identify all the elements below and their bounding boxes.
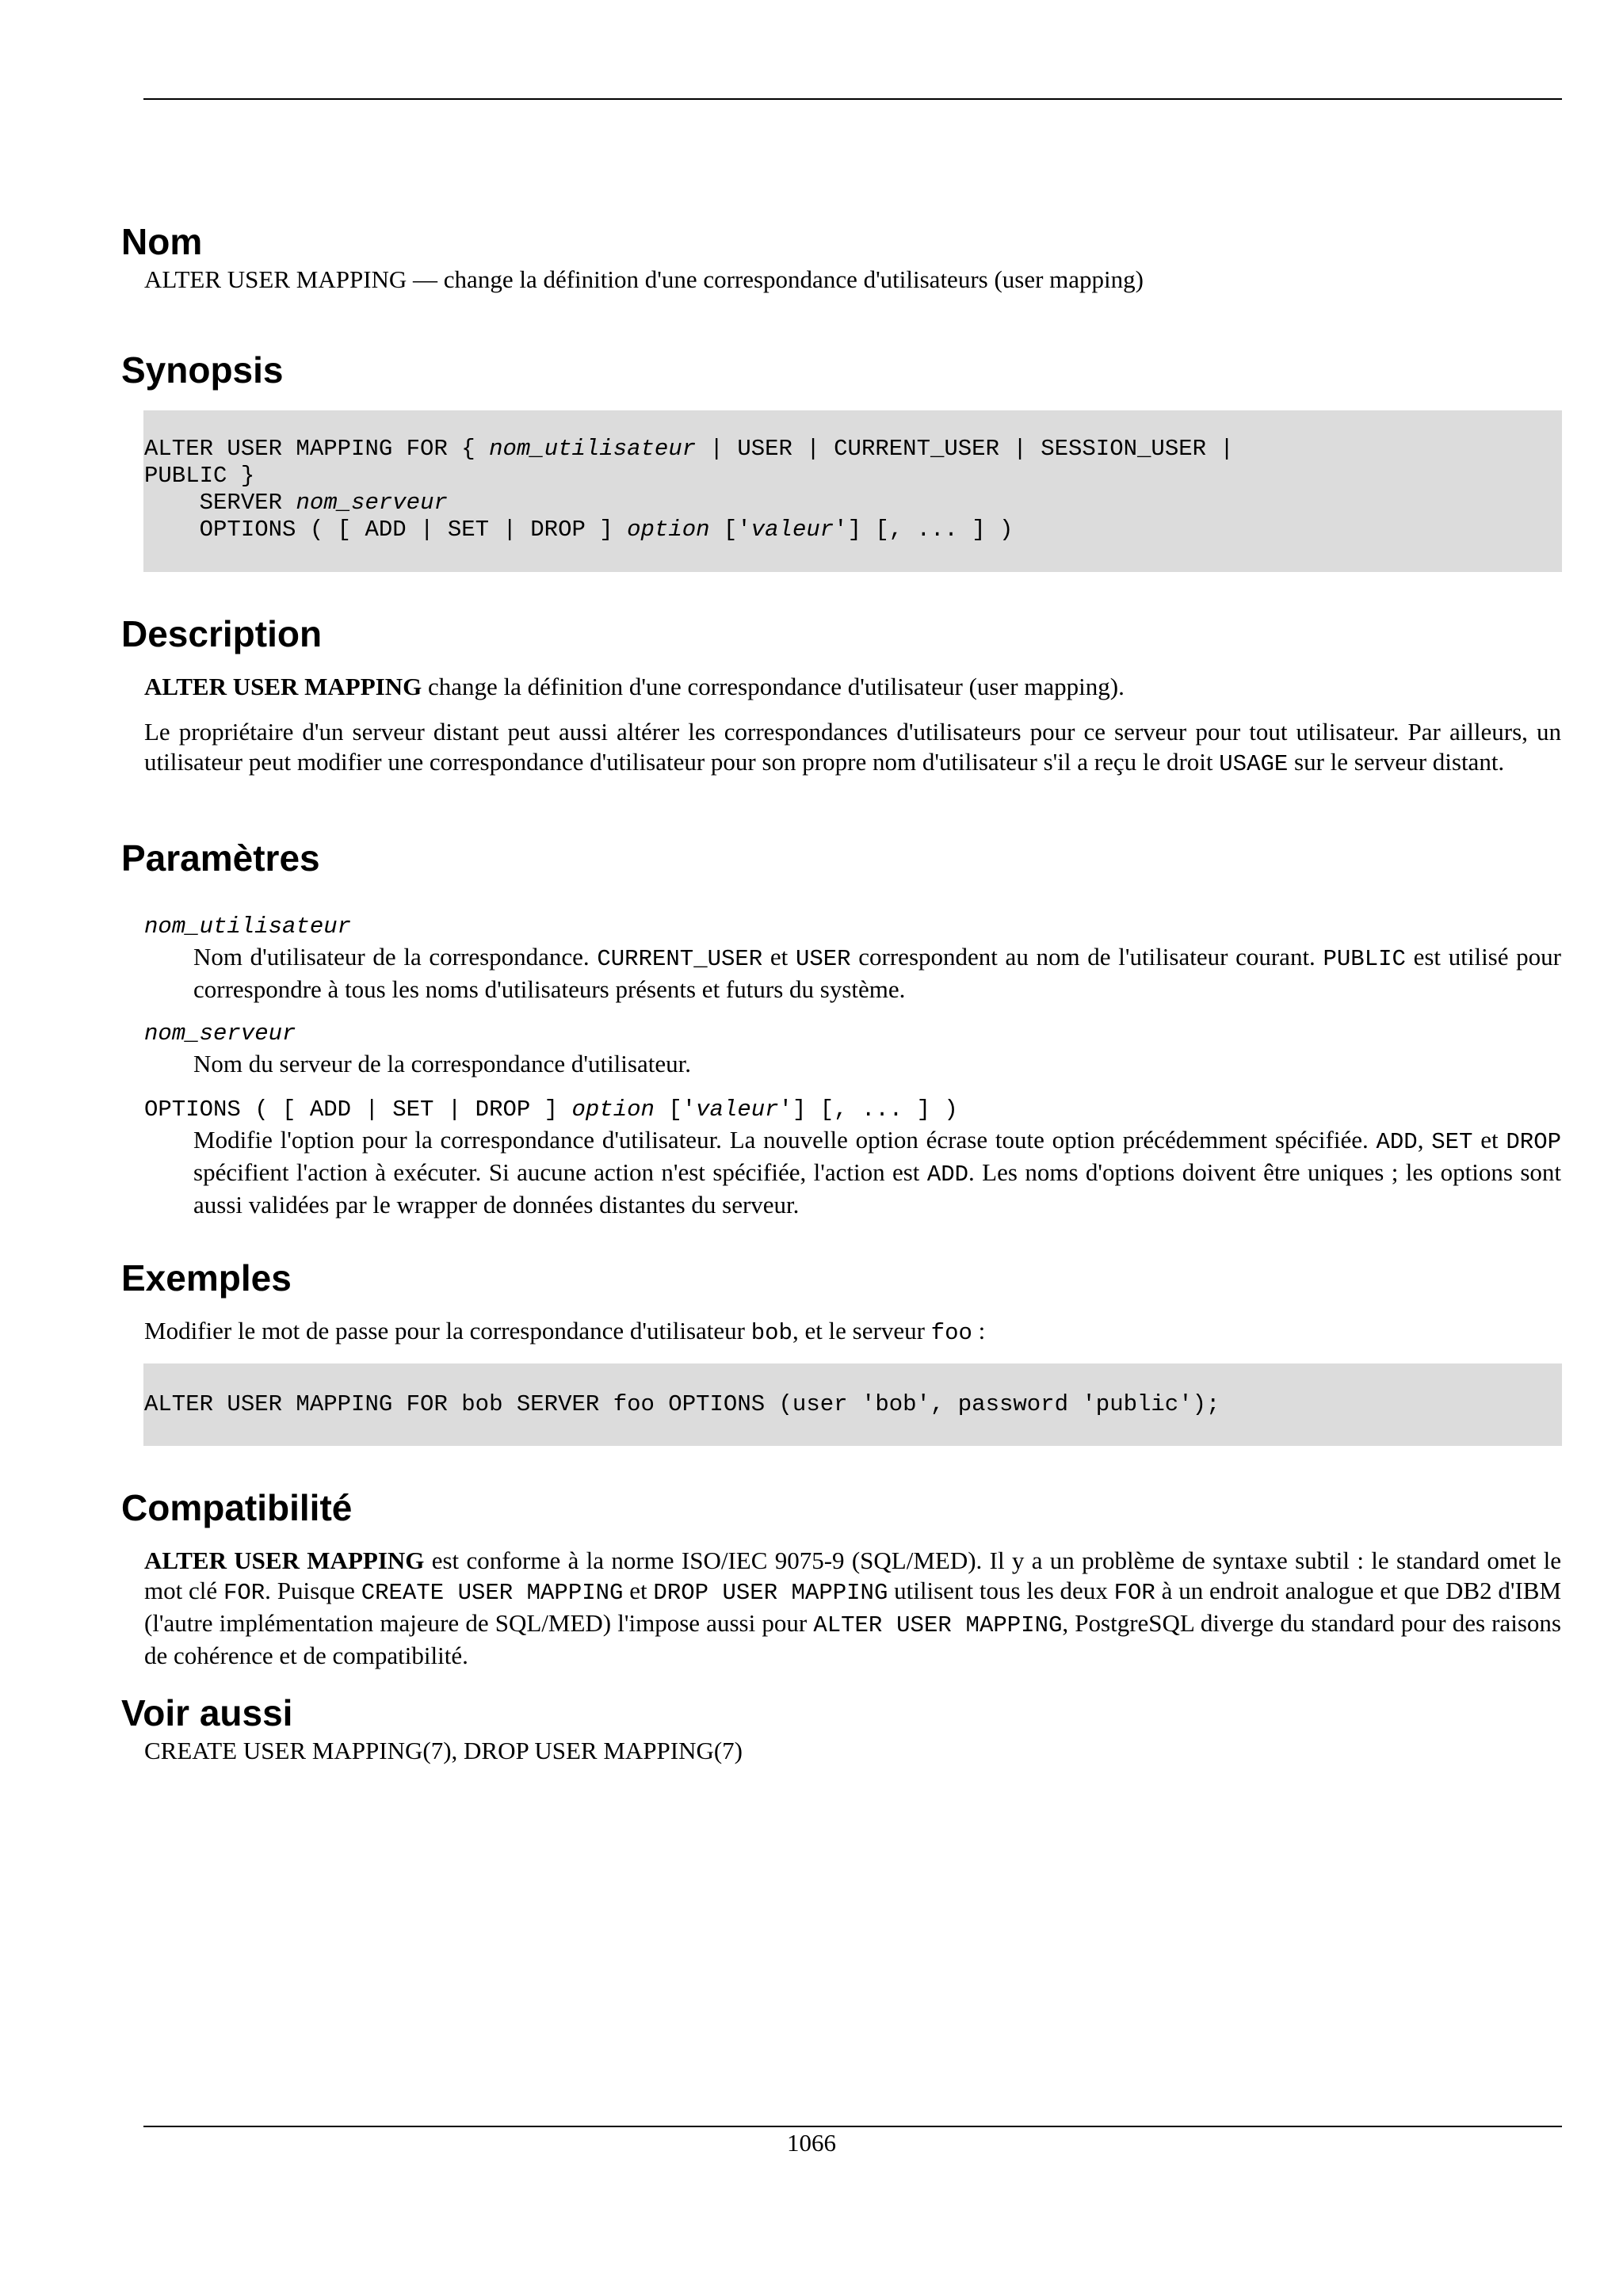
param-desc-options: Modifie l'option pour la correspondance d'utilisateur. La nouvelle option écrase toute option précédemment spécifiée. ADD, SET et DROP spécifient l'action à exécuter. Si aucune action n'est spécifiée, l'action est ADD. Les noms d'options doivent être uniques ; les options sont aussi validées par le wrapper de données distantes du serveur. [193,1126,1562,1219]
section-heading-parametres: Paramètres [121,837,320,879]
exemples-intro: Modifier le mot de passe pour la correspondance d'utilisateur bob, et le serveur foo : [144,1317,986,1346]
voir-aussi-text: CREATE USER MAPPING(7), DROP USER MAPPING(7) [144,1737,743,1764]
param-term-options: OPTIONS ( [ ADD | SET | DROP ] option ['valeur'] [, ... ] ) [144,1097,958,1123]
section-heading-description: Description [121,613,323,654]
section-heading-synopsis: Synopsis [121,349,284,391]
section-heading-nom: Nom [121,221,203,262]
header-rule [143,98,1562,100]
section-heading-exemples: Exemples [121,1257,292,1299]
description-paragraph-2: Le propriétaire d'un serveur distant peut aussi altérer les correspondances d'utilisateurs pour ce serveur pour tout utilisateur. Par ailleurs, un utilisateur peut modifier une correspondance d'utilisateur pour son propre nom d'utilisateur s'il a reçu le droit USAGE sur le serveur distant. [144,718,1561,777]
section-heading-voir-aussi: Voir aussi [121,1692,293,1733]
compatibilite-paragraph: ALTER USER MAPPING est conforme à la norme ISO/IEC 9075-9 (SQL/MED). Il y a un problème de syntaxe subtil : le standard omet le mot clé FOR. Puisque CREATE USER MAPPING et DROP USER MAPPING utilisent tous les deux FOR à un endroit analogue et que DB2 d'IBM (l'autre implémentation majeure de SQL/MED) l'impose aussi pour ALTER USER MAPPING, PostgreSQL diverge du standard pour des raisons de cohérence et de compatibilité. [144,1547,1562,1669]
param-term-nom-serveur: nom_serveur [144,1020,296,1047]
section-heading-compatibilite: Compatibilité [121,1487,353,1528]
param-desc-nom-serveur: Nom du serveur de la correspondance d'utilisateur. [193,1050,691,1077]
page-number: 1066 [787,2129,836,2157]
exemples-code: ALTER USER MAPPING FOR bob SERVER foo OPTIONS (user 'bob', password 'public'); [144,1391,1220,1417]
nom-text: ALTER USER MAPPING — change la définition d'une correspondance d'utilisateurs (user mapping) [144,265,1144,293]
param-term-nom-utilisateur: nom_utilisateur [144,913,352,940]
param-desc-nom-utilisateur: Nom d'utilisateur de la correspondance. CURRENT_USER et USER correspondent au nom de l'utilisateur courant. PUBLIC est utilisé pour correspondre à tous les noms d'utilisateurs présents et futurs du système. [193,943,1562,1003]
description-paragraph-1: ALTER USER MAPPING change la définition d'une correspondance d'utilisateur (user mapping). [144,673,1125,700]
synopsis-code: ALTER USER MAPPING FOR { nom_utilisateur | USER | CURRENT_USER | SESSION_USER | PUBLIC } SERVER nom_serveur OPTIONS ( [ ADD | SET | DROP ] option ['valeur'] [, ... ] ) [144,436,1234,543]
